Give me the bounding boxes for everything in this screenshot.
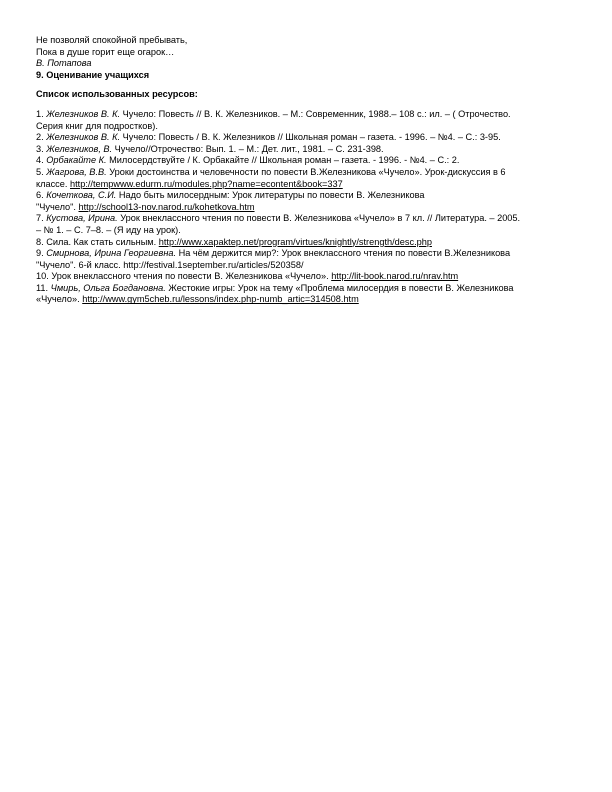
reference-text: Сила. Как стать сильным.	[46, 236, 159, 247]
reference-author: Жагрова, В.В.	[46, 166, 107, 177]
reference-item	[36, 144, 576, 156]
reference-author: Железников В. К.	[46, 132, 121, 143]
reference-text: Надо быть милосердным: Урок литературы по повести В. Железникова	[116, 190, 425, 201]
reference-author: Кочеткова, С.И.	[46, 190, 117, 201]
reference-link[interactable]: http://www.gym5cheb.ru/lessons/index.php-numb_artic=314508.htm	[82, 294, 359, 305]
reference-text: Милосердствуйте / К. Орбакайте // Школьная роман – газета. - 1996. - №4. – С.: 2.	[106, 155, 460, 166]
reference-text-continued: "Чучело".	[36, 201, 79, 212]
reference-number: 3.	[36, 143, 47, 154]
reference-author: Железников, В.	[46, 143, 113, 154]
reference-item	[36, 237, 576, 249]
reference-item	[36, 190, 576, 213]
reference-text: Чучело: Повесть // В. К. Железников. – М.: Современник, 1988.– 108 с.: ил. – ( Отрочество.	[120, 108, 511, 119]
reference-number: 5.	[36, 166, 47, 177]
reference-text-continued: Серия книг для подростков).	[36, 120, 158, 131]
reference-text: Чучело//Отрочество: Вып. 1. – М.: Дет. лит., 1981. – С. 231-398.	[112, 143, 384, 154]
reference-number: 7.	[36, 213, 47, 224]
reference-text: Чучело: Повесть / В. К. Железников // Школьная роман – газета. - 1996. – №4. – С.: 3-95.	[120, 132, 501, 143]
reference-item	[36, 109, 576, 132]
reference-text: Урок внеклассного чтения по повести В. Железникова «Чучело».	[51, 271, 332, 282]
reference-item	[36, 283, 576, 306]
document-content	[36, 35, 576, 306]
reference-link[interactable]: http://tempwww.edurm.ru/modules.php?name=econtent&book=337	[70, 178, 343, 189]
reference-number: 11.	[36, 282, 51, 293]
reference-link[interactable]: http://school13-nov.narod.ru/kohetkova.htm	[78, 201, 255, 212]
epigraph-line-2: Пока в душе горит еще огарок…	[36, 46, 175, 57]
reference-number: 4.	[36, 155, 47, 166]
reference-text: Уроки достоинства и человечности по повести В.Железникова «Чучело». Урок-дискуссия в 6	[106, 166, 506, 177]
reference-text-continued: «Чучело».	[36, 294, 83, 305]
reference-number: 1.	[36, 108, 47, 119]
reference-author: Кустова, Ирина.	[46, 213, 118, 224]
reference-author: Железников В. К.	[46, 108, 121, 119]
reference-text-continued: "Чучело". 6-й класс. http://festival.1september.ru/articles/520358/	[36, 259, 304, 270]
reference-item	[36, 132, 576, 144]
reference-item	[36, 155, 576, 167]
reference-item	[36, 248, 576, 271]
reference-item	[36, 167, 576, 190]
section-heading: 9. Оценивание учащихся	[36, 69, 150, 80]
reference-number: 9.	[36, 248, 47, 259]
reference-number: 10.	[36, 271, 52, 282]
reference-item	[36, 271, 576, 283]
reference-text: Урок внеклассного чтения по повести В. Железникова «Чучело» в 7 кл. // Литература. – 2005.	[117, 213, 521, 224]
reference-link[interactable]: http://www.xapaktep.net/program/virtues/knightly/strength/desc.php	[158, 236, 432, 247]
reference-text: Жестокие игры: Урок на тему «Проблема милосердия в повести В. Железникова	[165, 282, 514, 293]
reference-author: Чмирь, Ольга Богдановна.	[50, 282, 166, 293]
reference-text: На чём держится мир?: Урок внеклассного чтения по повести В.Железникова	[176, 248, 511, 259]
reference-number: 2.	[36, 132, 47, 143]
epigraph-line-1: Не позволяй спокойной пребывать,	[36, 35, 188, 45]
reference-text-continued: – № 1. – С. 7–8. – (Я иду на урок).	[36, 224, 181, 235]
reference-text-continued: классе.	[36, 178, 70, 189]
resources-heading: Список использованных ресурсов:	[36, 89, 198, 100]
reference-author: Орбакайте К.	[46, 155, 107, 166]
reference-number: 6.	[36, 190, 47, 201]
reference-link[interactable]: http://lit-book.narod.ru/nrav.htm	[331, 271, 459, 282]
epigraph-author: В. Потапова	[36, 58, 92, 69]
reference-item	[36, 213, 576, 236]
reference-author: Смирнова, Ирина Георгиевна.	[46, 248, 177, 259]
reference-number: 8.	[36, 236, 47, 247]
